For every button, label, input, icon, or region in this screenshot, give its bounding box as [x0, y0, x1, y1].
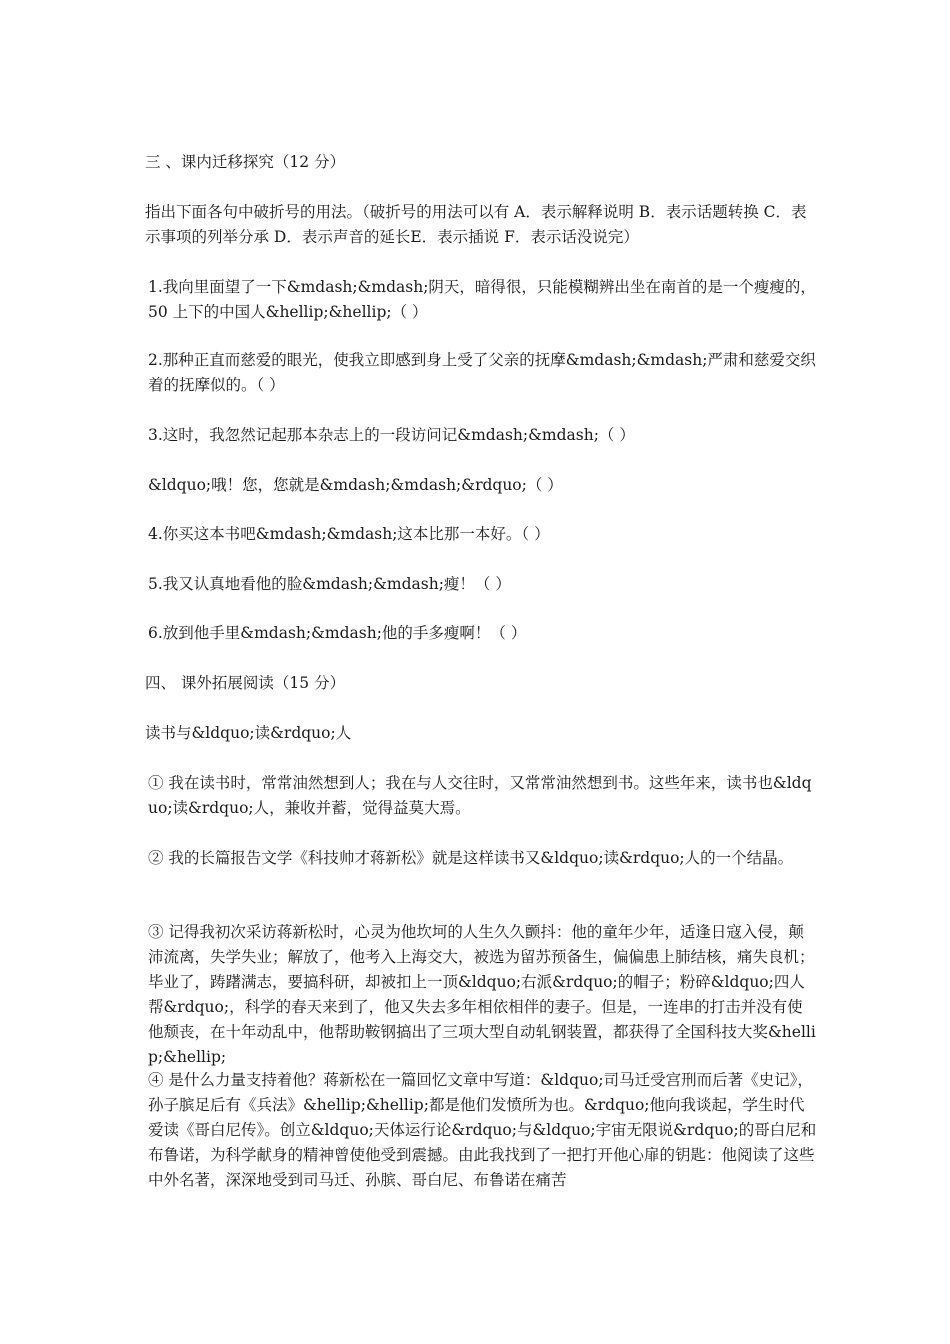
instructions-paragraph: 指出下面各句中破折号的用法。（破折号的用法可以有 A．表示解释说明 B．表示话题转换 C．表示事项的列举分承 D．表示声音的延长E．表示插说 F．表示话没说完）: [145, 203, 807, 246]
article-paragraph-1: ① 我在读书时，常常油然想到人；我在与人交往时，又常常油然想到书。这些年来，读书也&ldquo;读&rdquo;人，兼收并蓄，觉得益莫大焉。: [148, 774, 812, 817]
question-3: 3.这时，我忽然记起那本杂志上的一段访问记&mdash;&mdash;（ ）: [148, 426, 635, 444]
article-paragraph-3: ③ 记得我初次采访蒋新松时，心灵为他坎坷的人生久久颤抖：他的童年少年，适逢日寇入侵，颠沛流离，失学失业；解放了，他考入上海交大，被选为留苏预备生，偏偏患上肺结核，痛失良机；毕业了，踌躇满志，要搞科研，却被扣上一顶&ldquo;右派&rdquo;的帽子；粉碎&ldquo;四人帮&rdquo;，科学的春天来到了，他又失去多年相依相伴的妻子。但是，一连串的打击并没有使他颓丧，在十年动乱中，他帮助鞍钢搞出了三项大型自动轧钢装置，都获得了全国科技大奖&hellip;&hellip;: [148, 923, 816, 1066]
question-1: 1.我向里面望了一下&mdash;&mdash;阴天，暗得很，只能模糊辨出坐在南首的是一个瘦瘦的，50 上下的中国人&hellip;&hellip;（ ）: [148, 278, 816, 321]
question-6: 6.放到他手里&mdash;&mdash;他的手多瘦啊！（ ）: [148, 624, 527, 642]
question-4: 4.你买这本书吧&mdash;&mdash;这本比那一本好。（ ）: [148, 525, 550, 543]
question-5: 5.我又认真地看他的脸&mdash;&mdash;瘦！（ ）: [148, 575, 511, 593]
question-2: 2.那种正直而慈爱的眼光，使我立即感到身上受了父亲的抚摩&mdash;&mdash;严肃和慈爱交织着的抚摩似的。（ ）: [148, 351, 816, 394]
article-paragraph-2: ② 我的长篇报告文学《科技帅才蒋新松》就是这样读书又&ldquo;读&rdquo;人的一个结晶。: [148, 849, 794, 867]
article-title: 读书与&ldquo;读&rdquo;人: [145, 724, 352, 742]
section3-heading: 三 、课内迁移探究（12 分）: [145, 153, 346, 171]
article-paragraph-4: ④ 是什么力量支持着他？蒋新松在一篇回忆文章中写道：&ldquo;司马迁受宫刑而后著《史记》，孙子膑足后有《兵法》&hellip;&hellip;都是他们发愤所为也。&rdquo;他向我谈起，学生时代爱读《哥白尼传》。创立&ldquo;天体运行论&rdquo;与&ldquo;宇宙无限说&rdquo;的哥白尼和布鲁诺，为科学献身的精神曾使他受到震撼。由此我找到了一把打开他心扉的钥匙：他阅读了这些中外名著，深深地受到司马迁、孙膑、哥白尼、布鲁诺在痛苦: [148, 1071, 817, 1189]
section4-heading: 四、 课外拓展阅读（15 分）: [145, 674, 346, 692]
question-3-continuation: &ldquo;哦！您，您就是&mdash;&mdash;&rdquo;（ ）: [148, 476, 563, 494]
